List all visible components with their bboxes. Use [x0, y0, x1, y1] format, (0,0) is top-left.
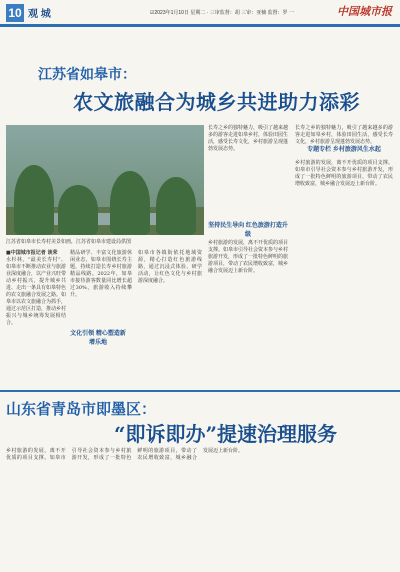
article2-headline: “即诉即办”提速治理服务	[114, 422, 338, 446]
article1-col-b: 精品研学、丰富文化旅游休闲业态，如皋市围绕长寿主题，持续打造长寿乡村旅游精品线路。2022年，如皋市接待游客数量同比增长超过30%，旅游收入持续攀升。	[70, 250, 132, 298]
photo-tree	[14, 165, 54, 235]
section-name: 观 城	[28, 9, 51, 20]
subhead-1: 文化引领 精心塑造新增乐地	[70, 331, 126, 346]
body-text: 水杉林，“最美长寿村”、如皋市不断推动农业与旅游业深度融合，以产业兴旺带动乡村振兴，提升城乡共进、走出一条具有如皋特色的农文旅融合发展之路。如皋市以农文旅融合为抓手，通过示范区打造，推动乡村振兴与城乡统筹发展相结合。	[6, 257, 67, 326]
article1-headline: 农文旅融合为城乡共进助力添彩	[73, 90, 360, 114]
article1-col-f: 长寿之乡的独特魅力，吸引了越来越多的游客走进如皋乡村，体验田园生活，感受长寿文化，乡村旅游呈现蓬勃发展态势。	[295, 125, 393, 145]
photo-caption: 江苏省如皋市长寿村美景如画，江苏省如皋市建设局供图	[6, 239, 132, 245]
photo-tree	[58, 185, 98, 235]
byline: ■中国城市报记者 谈荣	[6, 250, 58, 256]
masthead-logo: 中国城市报	[337, 5, 392, 18]
article1-col-e: 乡村旅游的发展，离不开优质的项目支撑。如皋市引导社会资本参与乡村旅游开发，形成了一批特色鲜明的旅游项目，带动了农民增收致富，城乡融合发展迈上新台阶。	[208, 240, 289, 274]
subhead-3: 专题专栏 乡村旅游风生水起	[307, 147, 381, 153]
photo-tree	[110, 171, 150, 235]
photo-tree	[156, 177, 196, 235]
issue-meta: ☑2023年1月10日 星期二 · 三审监督：胡 三审：亚楠 监督：罗 一	[150, 10, 294, 16]
header-rule	[0, 24, 400, 27]
article2-kicker: 山东省青岛市即墨区：	[6, 401, 157, 418]
article1-col-g: 乡村旅游的发展，离不开优质的项目支撑。如皋市引导社会资本参与乡村旅游开发，形成了一批特色鲜明的旅游项目，带动了农民增收致富，城乡融合发展迈上新台阶。	[295, 160, 393, 187]
article1-kicker: 江苏省如皋市：	[38, 66, 136, 82]
article1-photo	[6, 125, 204, 235]
article1-col-d: 长寿之乡的独特魅力，吸引了越来越多的游客走进如皋乡村，体验田园生活，感受长寿文化，乡村旅游呈现蓬勃发展态势。	[208, 125, 289, 152]
article2-body: 乡村旅游的发展，离不开优质的项目支撑。如皋市引导社会资本参与乡村旅游开发，形成了一批特色鲜明的旅游项目，带动了农民增收致富，城乡融合发展迈上新台阶。	[6, 448, 243, 461]
subhead-2: 坚持民生导向 红色旅游打造升级	[208, 223, 288, 238]
article1-col-a	[6, 250, 66, 385]
page-number: 10	[6, 4, 24, 22]
article1-col-c: 如皋市各镇街依托地域资源，精心打造红色旅游线路，通过沉浸式体验、研学活动，让红色文化与乡村旅游深度融合。	[138, 250, 202, 284]
article-divider	[0, 390, 400, 392]
